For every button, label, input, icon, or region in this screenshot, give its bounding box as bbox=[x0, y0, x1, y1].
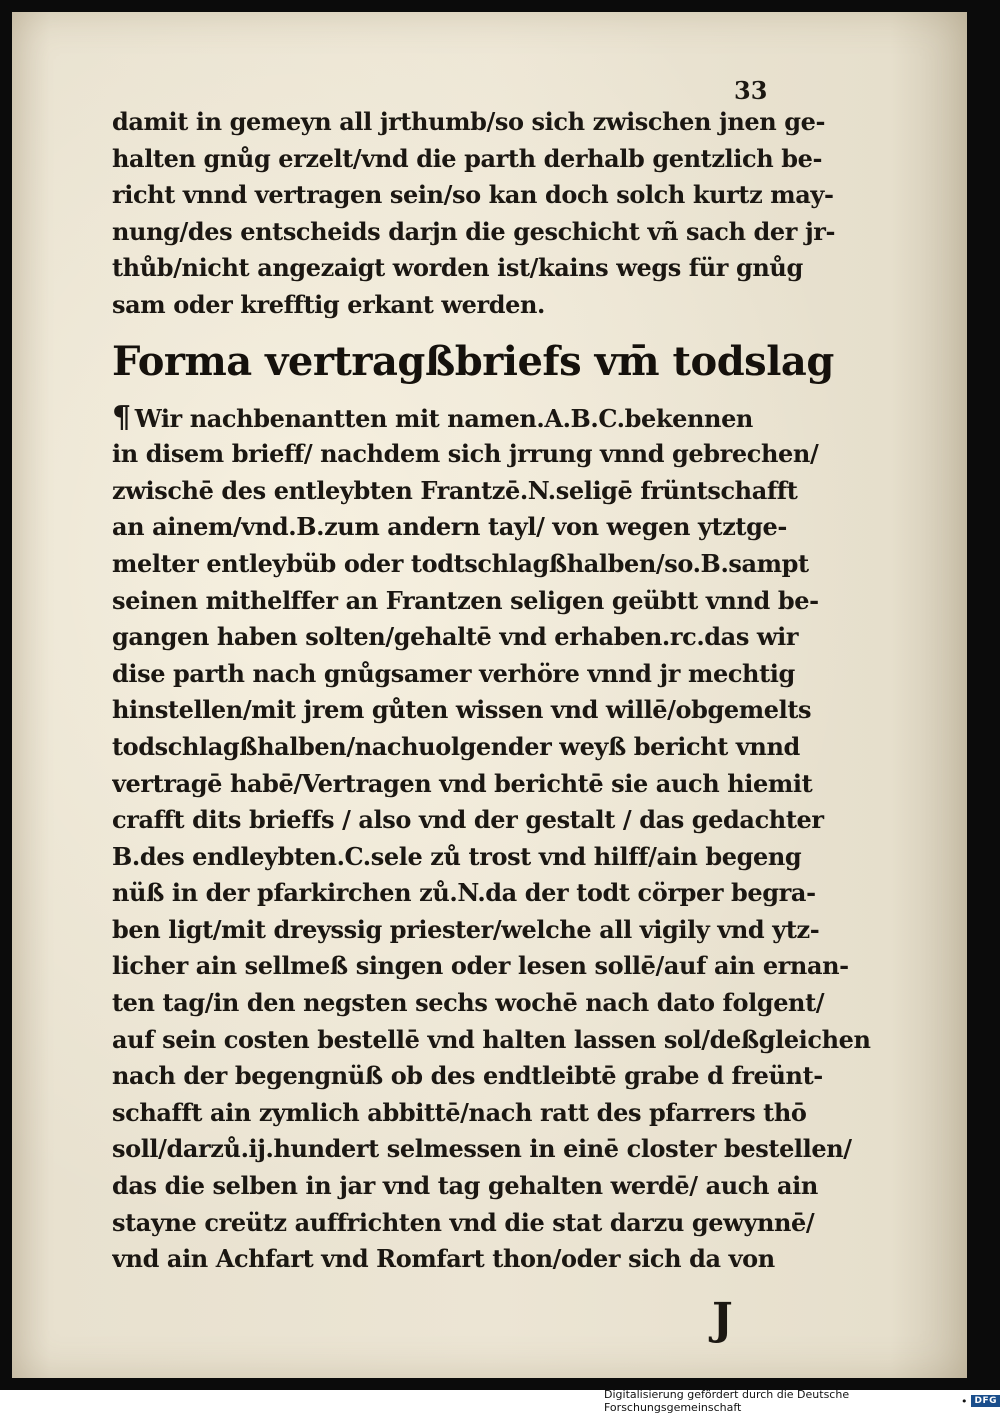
text-line: gangen haben solten/gehaltē vnd erhaben.rc.das wir bbox=[112, 622, 799, 652]
text-line: crafft dits brieffs / also vnd der gestalt / das gedachter bbox=[112, 805, 824, 835]
footer-bullet: • bbox=[960, 1394, 968, 1408]
text-line: hinstellen/mit jrem gůten wissen vnd willē/obgemelts bbox=[112, 695, 812, 725]
text-line: ben ligt/mit dreyssig priester/welche all vigily vnd ytz- bbox=[112, 914, 820, 944]
signature-mark: J bbox=[712, 1294, 733, 1345]
text-line: nach der begengnüß ob des endtleibtē grabe d freünt- bbox=[112, 1061, 823, 1091]
page-number: 33 bbox=[734, 76, 768, 105]
text-line: schafft ain zymlich abbittē/nach ratt des pfarrers thō bbox=[112, 1097, 807, 1127]
text-line: vnd ain Achfart vnd Romfart thon/oder sich da von bbox=[112, 1244, 775, 1274]
book-page bbox=[12, 12, 967, 1378]
text-line: das die selben in jar vnd tag gehalten werdē/ auch ain bbox=[112, 1171, 818, 1201]
text-line: sam oder krefftig erkant werden. bbox=[112, 289, 546, 319]
text-line: vertragē habē/Vertragen vnd berichtē sie auch hiemit bbox=[112, 768, 813, 798]
text-line: dise parth nach gnůgsamer verhöre vnnd jr mechtig bbox=[112, 658, 795, 688]
text-line: auf sein costen bestellē vnd halten lassen sol/deßgleichen bbox=[112, 1024, 871, 1054]
text-line: in disem brieff/ nachdem sich jrrung vnnd gebrechen/ bbox=[112, 439, 819, 469]
text-block bbox=[112, 104, 872, 1278]
section-heading: Forma vertragßbriefs vm̄ todslag bbox=[112, 337, 834, 385]
paragraph-1 bbox=[112, 104, 872, 324]
text-line: richt vnnd vertragen sein/so kan doch solch kurtz may- bbox=[112, 180, 834, 210]
text-line: todschlagßhalben/nachuolgender weyß bericht vnnd bbox=[112, 731, 800, 761]
text-line: halten gnůg erzelt/vnd die parth derhalb gentzlich be- bbox=[112, 143, 823, 173]
text-line: stayne creütz auffrichten vnd die stat darzu gewynnē/ bbox=[112, 1207, 815, 1237]
text-line: B.des endleybten.C.sele zů trost vnd hilff/ain begeng bbox=[112, 841, 802, 871]
text-line-content: Wir nachbenantten mit namen.A.B.C.bekennen bbox=[134, 403, 753, 433]
footer-text: Digitalisierung gefördert durch die Deutsche Forschungsgemeinschaft bbox=[604, 1388, 850, 1414]
text-line: soll/darzů.ij.hundert selmessen in einē closter bestellen/ bbox=[112, 1134, 852, 1164]
pilcrow-mark: ¶ bbox=[112, 399, 131, 435]
text-line: nung/des entscheids darjn die geschicht vñ sach der jr- bbox=[112, 216, 836, 246]
text-line: damit in gemeyn all jrthumb/so sich zwischen jnen ge- bbox=[112, 107, 826, 136]
text-line: an ainem/vnd.B.zum andern tayl/ von wegen ytztge- bbox=[112, 512, 787, 542]
paragraph-2 bbox=[112, 400, 872, 1278]
text-line: melter entleybüb oder todtschlagßhalben/so.B.sampt bbox=[112, 548, 809, 578]
footer-credit bbox=[604, 1388, 1000, 1414]
dfg-logo-icon: DFG bbox=[971, 1395, 1000, 1407]
text-line: nüß in der pfarkirchen zů.N.da der todt cörper begra- bbox=[112, 878, 816, 908]
text-line: zwischē des entleybten Frantzē.N.seligē früntschafft bbox=[112, 475, 798, 505]
text-line: ten tag/in den negsten sechs wochē nach dato folgent/ bbox=[112, 988, 825, 1018]
text-line: thůb/nicht angezaigt worden ist/kains wegs für gnůg bbox=[112, 253, 803, 283]
text-line: licher ain sellmeß singen oder lesen sollē/auf ain ernan- bbox=[112, 951, 849, 981]
text-line: seinen mithelffer an Frantzen seligen geübtt vnnd be- bbox=[112, 585, 819, 615]
text-line bbox=[112, 400, 872, 437]
